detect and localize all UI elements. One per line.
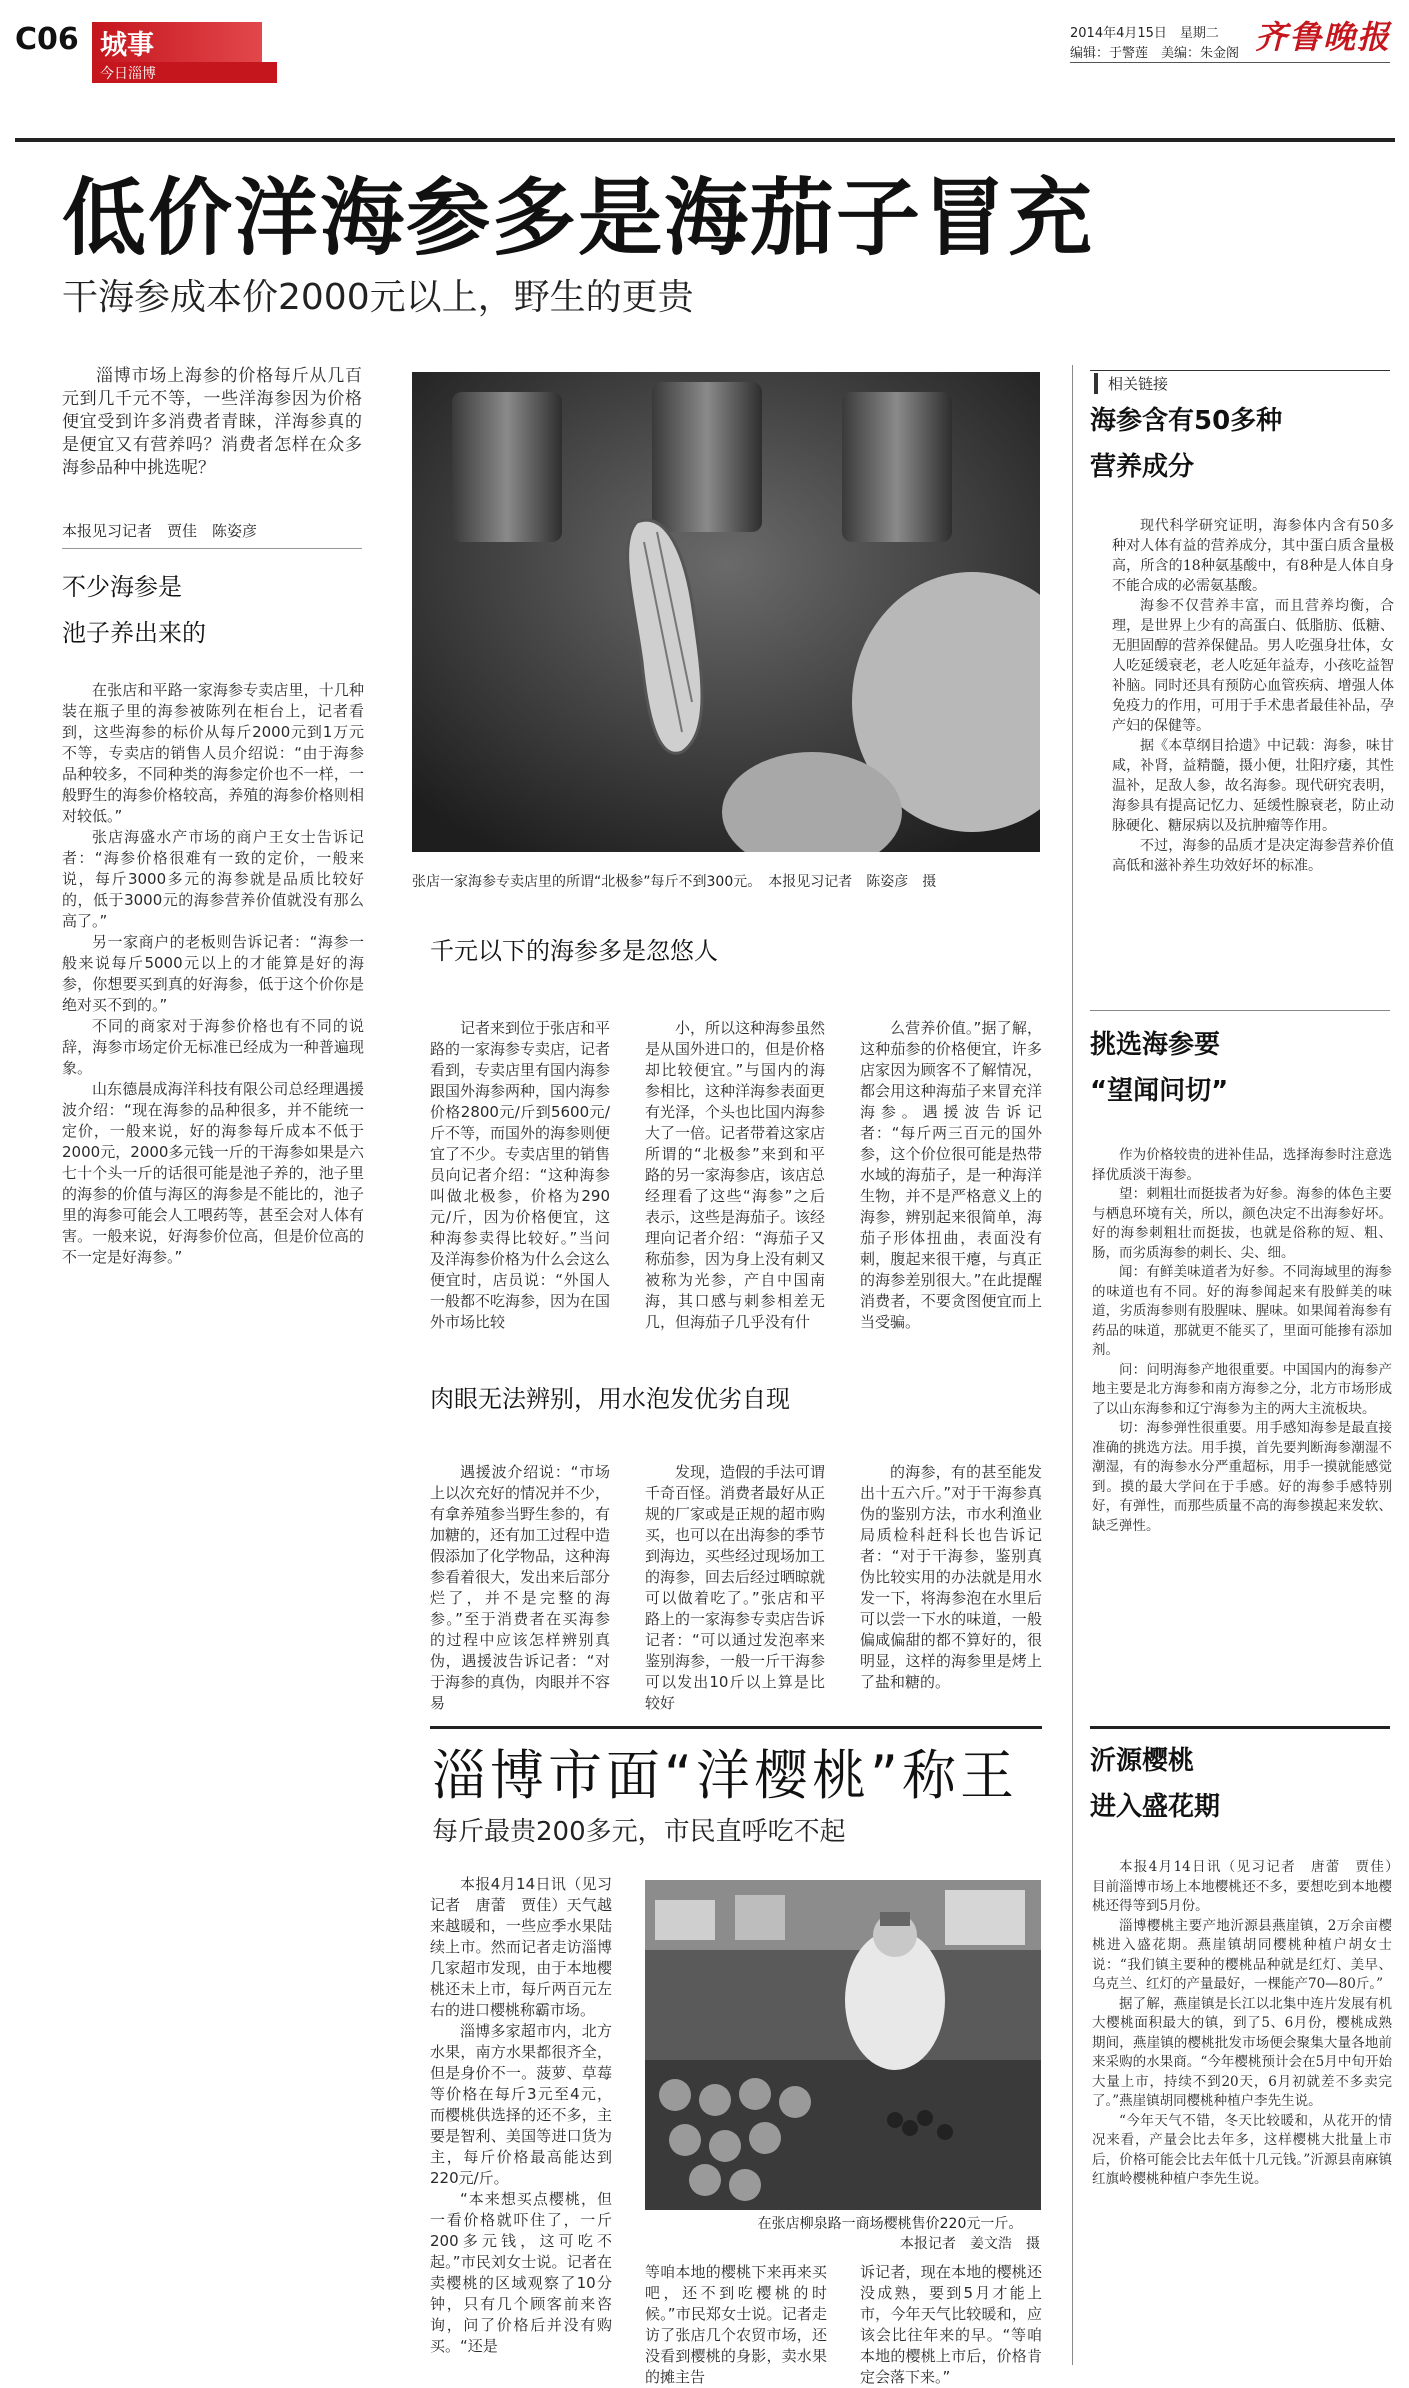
subhead-line: 池子养出来的 [62, 619, 206, 647]
sea-cucumber-photo [412, 372, 1040, 852]
cherry-headline: 淄博市面“洋樱桃”称王 [432, 1744, 1018, 1807]
cherry-photo [645, 1880, 1041, 2210]
cherry-caption-line: 在张店柳泉路一商场樱桃售价220元一斤。 [757, 2216, 1023, 2232]
related-link-tag [1090, 370, 1390, 395]
cherry-top-rule [430, 1726, 1042, 1729]
body-paragraph: 张店海盛水产市场的商户王女士告诉记者：“海参价格很难有一致的定价，一般来说，每斤3000多元的海参就是品质比较好的，低于3000元的海参营养价值就没有那么高了。” [62, 828, 364, 930]
sidebar2-paragraph: 作为价格较贵的进补佳品，选择海参时注意选择优质淡干海参。 [1092, 1147, 1392, 1183]
cherry-paragraph: “本来想买点樱桃，但一看价格就吓住了，一斤200多元钱，这可吃不起。”市民刘女士说。记者在卖樱桃的区域观察了10分钟，只有几个顾客前来咨询，问了价格后并没有购买。“还是 [430, 2190, 612, 2355]
sidebar2-paragraph: 闻：有鲜美味道者为好参。不同海域里的海参的味道也有不同。好的海参闻起来有股鲜美的味道，劣质海参则有股腥味、腥味。如果闻着海参有药品的味道，那就更不能买了，里面可能掺有添加剂。 [1092, 1264, 1392, 1358]
subsection-title: 今日淄博 [100, 66, 156, 82]
body-paragraph: 在张店和平路一家海参专卖店里，十几种装在瓶子里的海参被陈列在柜台上，记者看到，这些海参的标价从每斤2000元到1万元不等，专卖店的销售人员介绍说：“由于海参品种较多，不同种类的海参定价也不一样，一般野生的海参价格较高，养殖的海参价格则相对较低。” [62, 681, 364, 825]
sea-cucumber-photo-caption: 张店一家海参专卖店里的所谓“北极参”每斤不到300元。 本报见习记者 陈姿彦 摄 [412, 874, 937, 890]
sidebar3-paragraph: 本报4月14日讯（见习记者 唐蕾 贾佳） 目前淄博市场上本地樱桃还不多，要想吃到本地樱桃还得等到5月份。 [1092, 1859, 1406, 1914]
body-paragraph: 另一家商户的老板则告诉记者：“海参一般来说每斤5000元以上的才能算是好的海参，你想要买到真的好海参，低于这个价你是绝对买不到的。” [62, 933, 364, 1014]
top-divider [15, 138, 1395, 142]
sec3-column-1: 遇援波介绍说：“市场上以次充好的情况并不少，有拿养殖参当野生参的，有加糖的，还有加工过程中造假添加了化学物品，这种海参看着很大，发出来后部分烂了，并不是完整的海参。”至于消费者在买海参的过程中应该怎样辨别真伪，遇援波告诉记者：“对于海参的真伪，肉眼并不容易 [430, 1463, 611, 1712]
sidebar2-title [1090, 1028, 1228, 1108]
cherry-column-3: 诉记者，现在本地的樱桃还没成熟，要到5月才能上市，今年天气比较暖和，应该会比往年来的早。“等咱本地的樱桃上市后，价格肯定会落下来。” [860, 2263, 1042, 2386]
body-paragraph: 不同的商家对于海参价格也有不同的说辞，海参市场定价无标准已经成为一种普遍现象。 [62, 1017, 364, 1077]
sidebar2-paragraph: 望：刺粗壮而挺拔者为好参。海参的体色主要与栖息环境有关，所以，颜色决定不出海参好坏。好的海参刺粗壮而挺拔，也就是俗称的短、粗、肠，而劣质海参的刺长、尖、细。 [1092, 1186, 1392, 1261]
cherry-photo-caption [730, 2214, 1050, 2254]
sidebar2-title-line: 挑选海参要 [1090, 1030, 1221, 1060]
sidebar2-paragraph: 切：海参弹性很重要。用手感知海参是最直接准确的挑选方法。用手摸，首先要判断海参潮湿不潮湿，有的海参水分严重超标，用手一摸就能感觉到。摸的最大学问在于手感。好的海参手感特别好，有弹性，而那些质量不高的海参摸起来发软、缺乏弹性。 [1092, 1420, 1392, 1534]
sidebar1-body [1112, 516, 1394, 876]
header-rule [1070, 62, 1390, 63]
sidebar3-title-line: 沂源樱桃 [1090, 1746, 1195, 1776]
sidebar2-rule [1090, 1010, 1390, 1011]
section-banner [92, 22, 262, 62]
cherry-photo-illustration [645, 1880, 1041, 2210]
sec3-column-3: 的海参，有的甚至能发出十五六斤。”对于干海参真伪的鉴别方法，市水利渔业局质检科赶科长也告诉记者：“对于干海参，鉴别真伪比较实用的办法就是用水发一下，将海参泡在水里后可以尝一下水的味道，一般偏咸偏甜的都不算好的，很明显，这样的海参里是烤上了盐和糖的。 [860, 1463, 1042, 1691]
page-code: C06 [15, 22, 79, 57]
main-subheadline: 干海参成本价2000元以上，野生的更贵 [62, 277, 694, 318]
masthead-logo: 齐鲁晚报 [1255, 18, 1392, 56]
sidebar1-title-line: 海参含有50多种 [1090, 406, 1283, 436]
cherry-column-2: 等咱本地的樱桃下来再来买吧，还不到吃樱桃的时候。”市民郑女士说。记者走访了张店几个农贸市场，还没看到樱桃的身影，卖水果的摊主告 [645, 2263, 827, 2386]
sidebar3-rule [1090, 1726, 1390, 1729]
sidebar3-body [1092, 1858, 1406, 2190]
sidebar1-paragraph: 据《本草纲目拾遗》中记载：海参，味甘咸，补肾，益精髓，摄小便，壮阳疗痿，其性温补，足敌人参，故名海参。现代研究表明，海参具有提高记忆力、延缓性腺衰老，防止动脉硬化、糖尿病以及抗肿瘤等作用。 [1112, 738, 1394, 834]
related-link-label: 相关链接 [1094, 373, 1178, 394]
subhead-water-soak-test: 肉眼无法辨别，用水泡发优劣自现 [430, 1385, 790, 1413]
subhead-line: 不少海参是 [62, 573, 182, 601]
sidebar1-title-line: 营养成分 [1090, 452, 1195, 482]
cherry-caption-line: 本报记者 姜文浩 摄 [900, 2236, 1040, 2252]
sidebar1-paragraph: 现代科学研究证明，海参体内含有50多种对人体有益的营养成分，其中蛋白质含量极高，所含的18种氨基酸中，有8种是人体自身不能合成的必需氨基酸。 [1112, 518, 1394, 594]
subhead-under-thousand: 千元以下的海参多是忽悠人 [430, 937, 718, 965]
cherry-paragraph: 淄博多家超市内，北方水果，南方水果都很齐全，但是身价不一。菠萝、草莓等价格在每斤3元至4元，而樱桃供选择的还不多，主要是智利、美国等进口货为主，每斤价格最高能达到220元/斤。 [430, 2022, 612, 2187]
sidebar1-paragraph: 不过，海参的品质才是决定海参营养价值高低和滋补养生功效好坏的标准。 [1112, 838, 1394, 874]
cherry-subheadline: 每斤最贵200多元，市民直呼吃不起 [432, 1817, 846, 1847]
vertical-divider [1072, 365, 1073, 2365]
page-header [0, 0, 1409, 90]
subhead-pond-sea-cucumber [62, 572, 206, 648]
main-headline: 低价洋海参多是海茄子冒充 [62, 169, 1095, 267]
byline: 本报见习记者 贾佳 陈姿彦 [62, 522, 258, 540]
sidebar3-title-line: 进入盛花期 [1090, 1792, 1221, 1822]
sidebar3-paragraph: 淄博樱桃主要产地沂源县燕崖镇，2万余亩樱桃进入盛花期。燕崖镇胡同樱桃种植户胡女士说：“我们镇主要种的樱桃品种就是红灯、美早、乌克兰、红灯的产量最好，一棵能产70—80斤。” [1092, 1917, 1392, 1992]
lead-paragraph: 淄博市场上海参的价格每斤从几百元到几千元不等，一些洋海参因为价格便宜受到许多消费者青睐，洋海参真的是便宜又有营养吗？消费者怎样在众多海参品种中挑选呢？ [62, 366, 362, 478]
sec3-column-2: 发现，造假的手法可谓千奇百怪。消费者最好从正规的厂家或是正规的超市购买，也可以在出海参的季节到海边，买些经过现场加工的海参，回去后经过晒晾就可以做着吃了。”张店和平路上的一家海参专卖店告诉记者：“可以通过发泡率来鉴别海参，一般一斤干海参可以发出10斤以上算是比较好 [645, 1463, 826, 1712]
header-editors: 编辑：于警莲 美编：朱金阁 [1070, 46, 1240, 61]
byline-rule [62, 548, 362, 549]
sidebar1-title [1090, 404, 1282, 484]
sec2-column-1: 记者来到位于张店和平路的一家海参专卖店，记者看到，专卖店里有国内海参跟国外海参两种，国内海参价格2800元/斤到5600元/斤不等，而国外的海参则便宜了不少。专卖店里的销售员向记者介绍：“这种海参叫做北极参，价格为290元/斤，因为价格便宜，这种海参卖得比较好。”当问及洋海参价格为什么会这么便宜时，店员说：“外国人一般都不吃海参，因为在国外市场比较 [430, 1019, 611, 1331]
cherry-paragraph: 本报4月14日讯（见习记者 唐蕾 贾佳）天气越来越暖和，一些应季水果陆续上市。然而记者走访淄博几家超市发现，由于本地樱桃还未上市，每斤两百元左右的进口樱桃称霸市场。 [430, 1875, 612, 2019]
sidebar2-title-line: “望闻问切” [1090, 1076, 1229, 1106]
sidebar2-paragraph: 问：问明海参产地很重要。中国国内的海参产地主要是北方海参和南方海参之分，北方市场形成了以山东海参和辽宁海参为主的两大主流板块。 [1092, 1361, 1392, 1417]
subsection-bar [92, 62, 277, 83]
sidebar1-paragraph: 海参不仅营养丰富，而且营养均衡，合理，是世界上少有的高蛋白、低脂肪、低糖、无胆固醇的营养保健品。男人吃强身壮体，女人吃延缓衰老，老人吃延年益寿，小孩吃益智补脑。同时还具有预防心血管疾病、增强人体免疫力的作用，可用于手术患者最佳补品，孕产妇的保健等。 [1112, 598, 1394, 734]
header-date: 2014年4月15日 星期二 [1070, 26, 1219, 41]
cherry-column-1 [430, 1874, 612, 2357]
section-title: 城事 [100, 30, 154, 61]
sea-cucumber-photo-illustration [412, 372, 1040, 852]
sec2-column-3: 么营养价值。”据了解，这种茄参的价格便宜，许多店家因为顾客不了解情况，都会用这种海茄子来冒充洋海参。遇援波告诉记者：“每斤两三百元的国外参，这个价位很可能是热带水域的海茄子，是一种海洋生物，并不是严格意义上的海参，辨别起来很简单，海茄子形体扭曲，表面没有刺，腹起来很干瘪，与真正的海参差别很大。”在此提醒消费者，不要贪图便宜而上当受骗。 [860, 1019, 1042, 1331]
sidebar2-body [1092, 1146, 1392, 1536]
sidebar3-paragraph: 据了解，燕崖镇是长江以北集中连片发展有机大樱桃面积最大的镇，到了5、6月份，樱桃成熟期间，燕崖镇的樱桃批发市场便会聚集大量各地前来采购的水果商。“今年樱桃预计会在5月中旬开始大量上市，持续不到20天，6月初就差不多卖完了。”燕崖镇胡同樱桃种植户李先生说。 [1092, 1995, 1392, 2109]
sidebar3-title [1090, 1744, 1220, 1824]
sec2-column-2: 小，所以这种海参虽然是从国外进口的，但是价格却比较便宜。”与国内的海参相比，这种洋海参表面更有光泽，个头也比国内海参大了一倍。记者带着这家店所谓的“北极参”来到和平路的另一家海参店，该店总经理看了这些“海参”之后表示，这些是海茄子。该经理向记者介绍：“海茄子又称茄参，因为身上没有刺又被称为光参，产自中国南海，其口感与刺参相差无几，但海茄子几乎没有什 [645, 1019, 826, 1331]
sidebar3-paragraph: “今年天气不错，冬天比较暖和，从花开的情况来看，产量会比去年多，这样樱桃大批量上市后，价格可能会比去年低十几元钱。”沂源县南麻镇红旗岭樱桃种植户李先生说。 [1092, 2112, 1392, 2187]
left-column-body [62, 680, 364, 1268]
body-paragraph: 山东德晨成海洋科技有限公司总经理遇援波介绍：“现在海参的品种很多，并不能统一定价，一般来说，好的海参每斤成本不低于2000元，2000多元钱一斤的干海参如果是六七十个头一斤的话很可能是池子养的，池子里的海参的价值与海区的海参是不能比的，池子里的海参可能会人工喂药等，甚至会对人体有害。一般来说，好海参价位高，但是价位高的不一定是好海参。” [62, 1080, 364, 1266]
